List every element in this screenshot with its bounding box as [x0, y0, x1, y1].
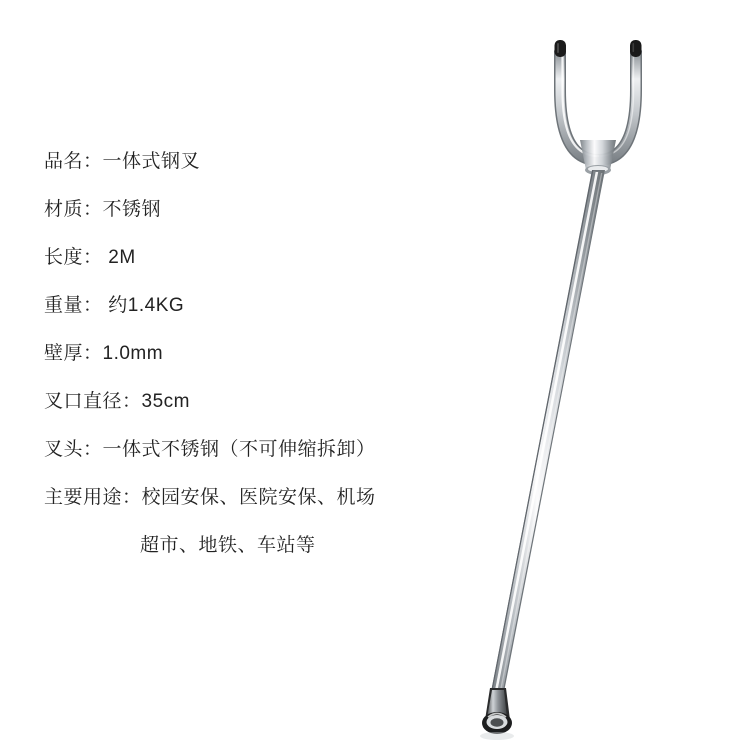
fork-tip-right-icon — [630, 40, 642, 57]
pole-foot-hole — [491, 718, 504, 726]
fork-tip-left-icon — [555, 40, 567, 57]
spec-row-product-name: 品名：一体式钢叉 — [44, 151, 201, 172]
spec-row-fork-head: 叉头：一体式不锈钢（不可伸缩拆卸） — [44, 439, 376, 460]
product-photo — [430, 20, 730, 740]
pole-sheen — [500, 173, 602, 689]
fork-tip-right-highlight — [633, 43, 635, 52]
spec-row-weight: 重量： 约1.4KG — [44, 295, 185, 316]
spec-row-material: 材质：不锈钢 — [44, 199, 162, 220]
pole-highlight — [495, 172, 598, 690]
spec-row-main-usage-continued: 超市、地铁、车站等 — [140, 535, 316, 556]
pole-edge-shadow — [491, 170, 593, 691]
spec-row-wall-thickness: 壁厚：1.0mm — [44, 343, 164, 364]
spec-row-main-usage: 主要用途：校园安保、医院安保、机场 — [44, 487, 376, 508]
spec-row-length: 长度： 2M — [44, 247, 136, 268]
pole-foot-shadow — [480, 732, 514, 740]
fork-tip-left-highlight — [557, 43, 559, 53]
spec-row-fork-diameter: 叉口直径：35cm — [44, 391, 190, 412]
specification-list — [44, 152, 474, 555]
